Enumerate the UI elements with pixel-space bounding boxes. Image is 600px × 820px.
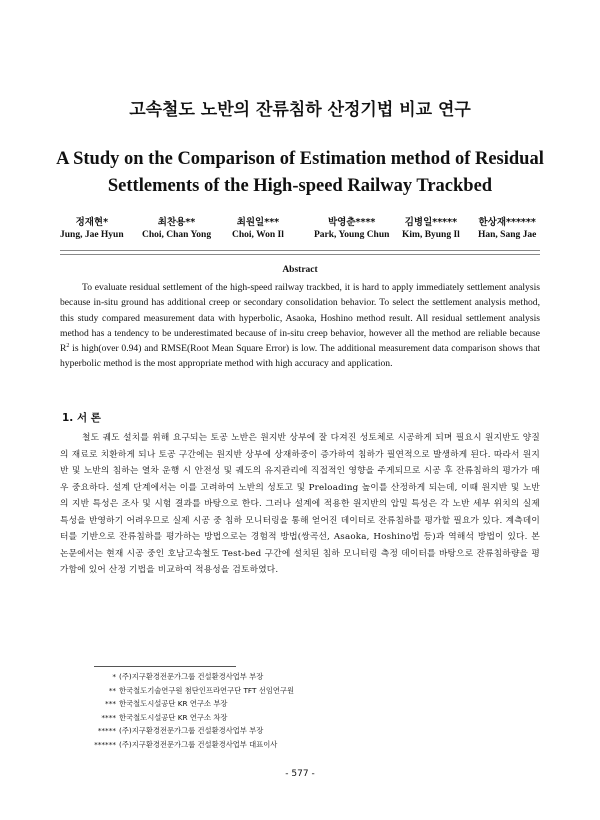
abstract-text-part1: To evaluate residual settlement of the high-speed railway trackbed, it is hard to apply immediately settlement analysis because in-situ ground has additional creep or secondary consolidation behavior. To select the settlement analysis method, this study compared measurement data with hyperbolic, Asaoka, Hoshino method result. All residual settlement analysis method has a tendency to be underestimated because of in-situ creep behavior, however all the method are reliable because R — [60, 282, 540, 355]
author-4 — [314, 214, 389, 240]
author-name-en: Kim, Byung Il — [402, 230, 460, 240]
footnote — [62, 670, 462, 684]
english-title: A Study on the Comparison of Estimation method of Residual Settlements of the High-speed Railway Trackbed — [56, 149, 544, 196]
author-name-en: Park, Young Chun — [314, 230, 390, 240]
footnote-text: 한국철도시설공단 KR 연구소 부장 — [119, 699, 228, 709]
footnote-mark: * — [112, 672, 116, 681]
divider-top — [60, 250, 540, 251]
footnote-mark: **** — [101, 712, 116, 722]
korean-title: 고속철도 노반의 잔류침하 산정기법 비교 연구 — [129, 100, 471, 120]
author-6 — [478, 214, 536, 240]
footnote-mark: *** — [105, 699, 116, 709]
footnote — [62, 724, 462, 738]
divider-bottom — [60, 254, 540, 255]
footnote-mark: ** — [108, 685, 116, 695]
author-name-en: Han, Sang Jae — [478, 230, 537, 240]
page-number: - 577 - — [285, 769, 315, 779]
section-heading-introduction: 1. 서 론 — [62, 412, 101, 424]
author-name-ko: 박영춘**** — [328, 217, 376, 228]
author-name-ko: 최찬용** — [157, 217, 196, 228]
footnote-mark: ***** — [97, 726, 116, 736]
introduction-body: 철도 궤도 설치를 위해 요구되는 토공 노반은 원지반 상부에 잘 다져진 성토체로 시공하게 되며 필요시 원지반도 양질의 재료로 치환하게 되나 토공 구간에는 원지반 상부에 상재하중이 증가하여 침하가 필연적으로 발생하게 된다. 따라서 원지반 및 노반의 침하는 열차 운행 시 안전성 및 궤도의 유지관리에 직접적인 영향을 주게되므로 시공 후 잔류침하의 평가가 매우 중요하다. 설계 단계에서는 이를 고려하여 노반의 성토고 및 Preloading 높이를 산정하게 되는데, 이때 원지반 및 노반의 지반 특성은 조사 및 시험 결과를 바탕으로 한다. 그러나 설계에 적용한 원지반의 압밀 특성은 각 노반 세부 위치의 실제 특성을 반영하기 어려우므로 실제 시공 중 침하 모니터링을 통해 얻어진 데이터로 잔류침하를 평가할 필요가 있다. 계측데이터를 기반으로 잔류침하를 평가하는 방법으로는 경험적 방법(쌍곡선, Asaoka, Hoshino법 등)과 역해석 방법이 있다. 본 논문에서는 현재 시공 중인 호남고속철도 Test-bed 구간에 설치된 침하 모니터링 측정 데이터를 바탕으로 잔류침하량을 평가함에 있어 산정 기법을 비교하여 적용성을 검토하였다. — [60, 433, 540, 575]
footnote-text: (주)지구환경전문가그룹 건설환경사업부 부장 — [119, 672, 264, 681]
r-squared-superscript: 2 — [66, 343, 70, 349]
author-name-ko: 최원일*** — [236, 217, 280, 228]
footnote-text: 한국철도시설공단 KR 연구소 차장 — [119, 712, 228, 722]
footnote — [62, 711, 462, 725]
author-name-ko: 한상재****** — [478, 217, 536, 228]
author-name-en: Choi, Won Il — [232, 230, 284, 240]
author-3 — [232, 214, 284, 240]
abstract-text-part2: is high(over 0.94) and RMSE(Root Mean Square Error) is low. The additional measurement data comparison shows that hyperbolic method is the most appropriate method with high accuracy and application. — [60, 343, 540, 370]
footnote-list — [62, 670, 462, 752]
author-2 — [142, 214, 211, 240]
author-1 — [60, 214, 124, 240]
footnote — [62, 684, 462, 698]
footnote — [62, 697, 462, 711]
author-5 — [402, 214, 460, 240]
footnote-divider — [94, 666, 236, 667]
abstract-body — [60, 280, 540, 372]
author-name-en: Jung, Jae Hyun — [60, 230, 124, 240]
footnote-text: (주)지구환경전문가그룹 건설환경사업부 부장 — [119, 726, 264, 736]
footnote-mark: ****** — [94, 739, 116, 749]
abstract-heading: Abstract — [282, 265, 318, 275]
footnote-text: (주)지구환경전문가그룹 건설환경사업부 대표이사 — [119, 739, 278, 749]
author-name-ko: 정재현* — [75, 217, 109, 228]
footnote — [62, 738, 462, 752]
footnote-text: 한국철도기술연구원 첨단인프라연구단 TFT 선임연구원 — [119, 685, 295, 695]
author-name-en: Choi, Chan Yong — [142, 230, 212, 240]
author-name-ko: 김병일***** — [404, 217, 458, 228]
